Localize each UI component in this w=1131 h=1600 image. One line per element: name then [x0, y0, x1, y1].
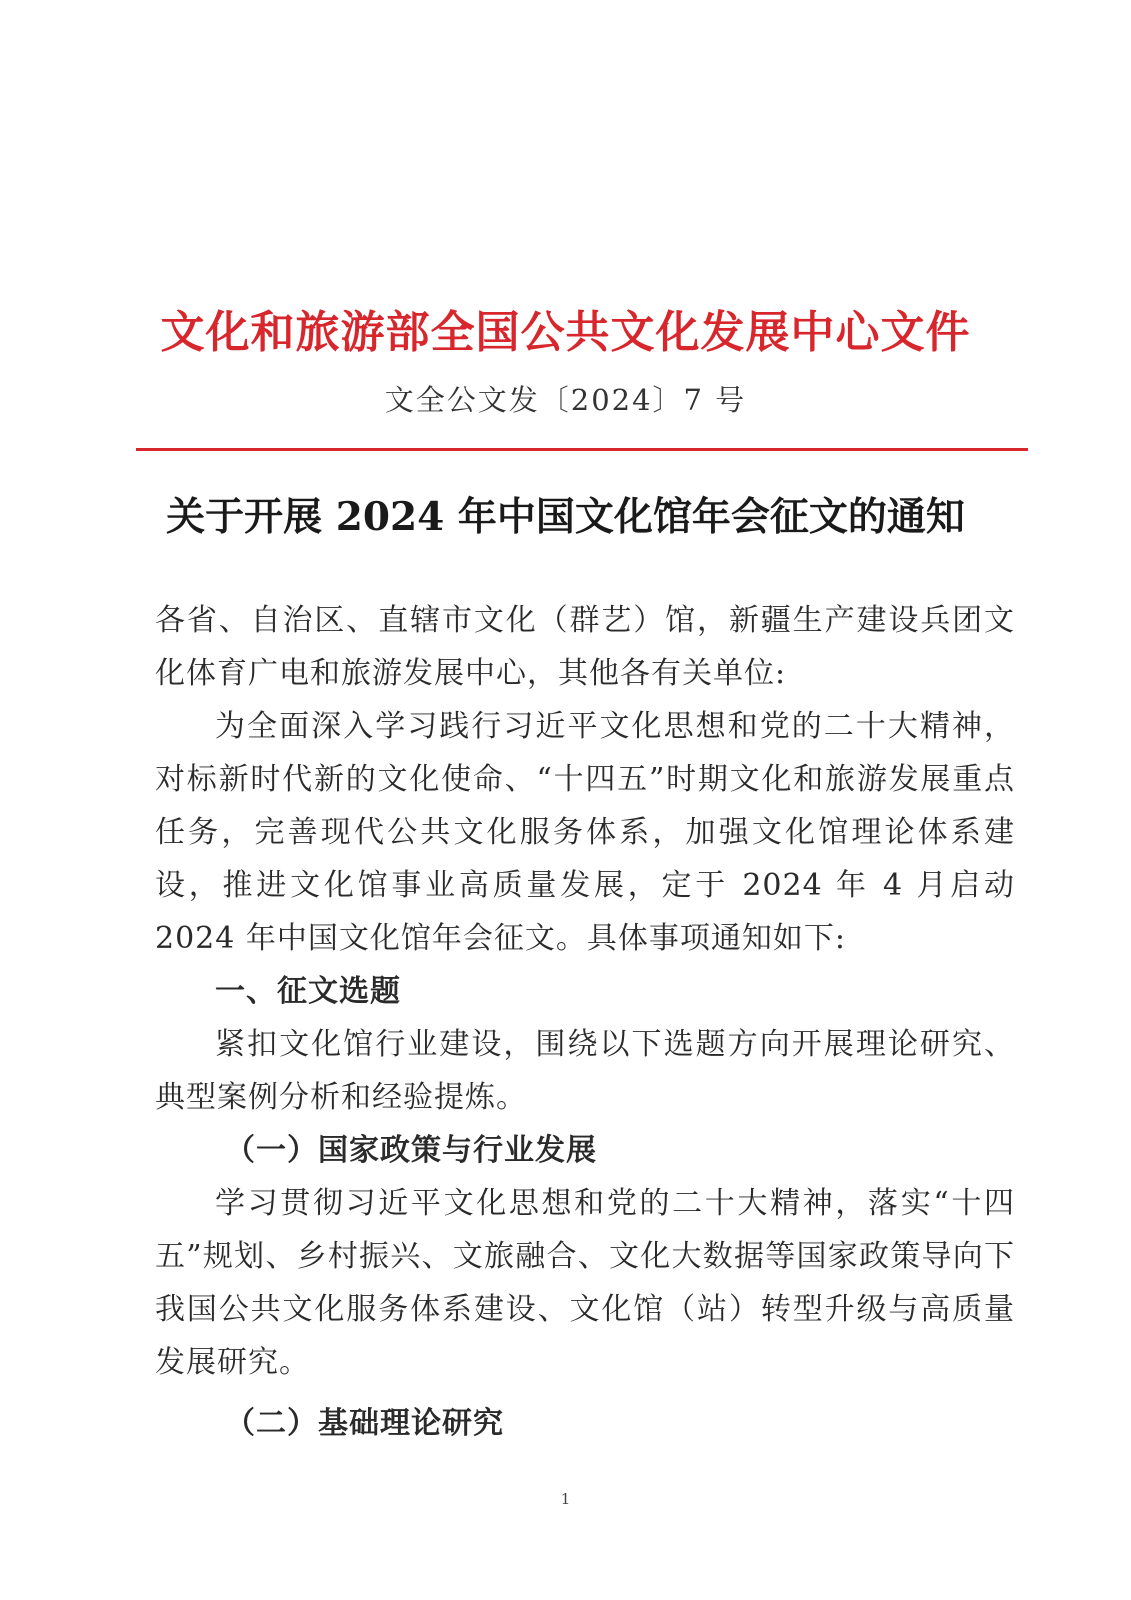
red-separator-line	[136, 448, 1028, 451]
subsection-paragraph: 学习贯彻习近平文化思想和党的二十大精神，落实“十四五”规划、乡村振兴、文旅融合、文化大数据等国家政策导向下我国公共文化服务体系建设、文化馆（站）转型升级与高质量发展研究。	[155, 1186, 1015, 1380]
page-number: 1	[560, 1490, 571, 1508]
document-number: 文全公文发〔2024〕7 号	[384, 383, 747, 417]
notice-body	[155, 594, 1015, 1450]
issuing-organization-title: 文化和旅游部全国公共文化发展中心文件	[160, 307, 971, 358]
subsection-heading: （二）基础理论研究	[225, 1406, 504, 1441]
recipients-paragraph: 各省、自治区、直辖市文化（群艺）馆，新疆生产建设兵团文化体育广电和旅游发展中心，其他各有关单位:	[155, 603, 1015, 691]
section-paragraph: 紧扣文化馆行业建设，围绕以下选题方向开展理论研究、典型案例分析和经验提炼。	[155, 1027, 1015, 1115]
subsection-heading: （一）国家政策与行业发展	[225, 1133, 597, 1168]
section-heading: 一、征文选题	[215, 974, 401, 1009]
paragraph-gap	[155, 1389, 1015, 1397]
notice-title: 关于开展 2024 年中国文化馆年会征文的通知	[166, 494, 965, 540]
intro-paragraph: 为全面深入学习践行习近平文化思想和党的二十大精神，对标新时代新的文化使命、“十四五”时期文化和旅游发展重点任务，完善现代公共文化服务体系，加强文化馆理论体系建设，推进文化馆事业高质量发展，定于 2024 年 4 月启动 2024 年中国文化馆年会征文。具体事项通知如下:	[155, 709, 1015, 956]
